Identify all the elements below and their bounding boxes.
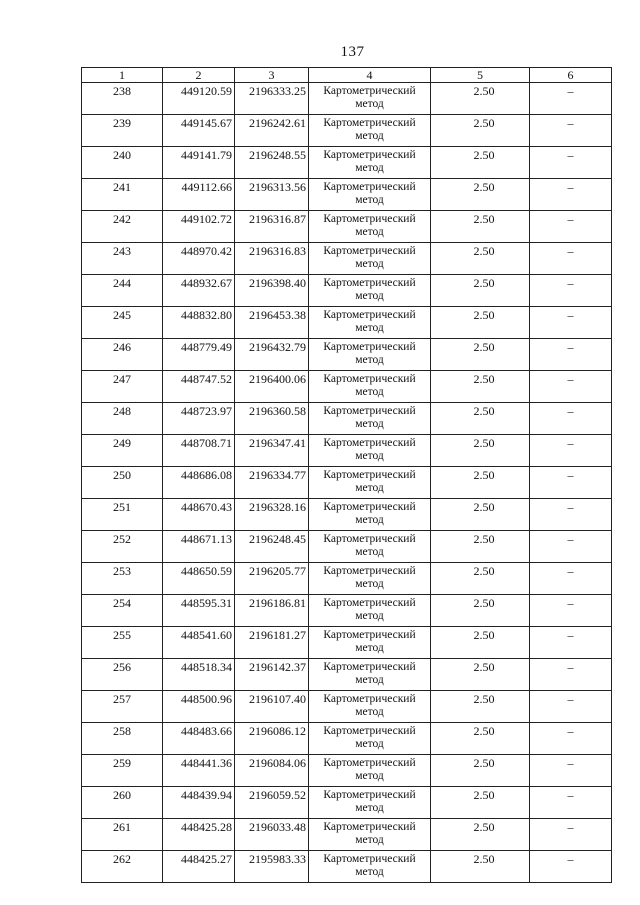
point-number-cell: 255 xyxy=(82,627,163,659)
table-row xyxy=(82,243,612,275)
note-cell: – xyxy=(530,691,612,723)
accuracy-cell: 2.50 xyxy=(431,627,530,659)
point-number-cell: 238 xyxy=(82,83,163,115)
x-coordinate-cell: 448595.31 xyxy=(163,595,235,627)
y-coordinate-cell: 2196347.41 xyxy=(235,435,309,467)
method-cell: Картометрический метод xyxy=(309,211,431,243)
table-body xyxy=(82,68,612,883)
table-row xyxy=(82,787,612,819)
point-number-cell: 241 xyxy=(82,179,163,211)
note-cell: – xyxy=(530,179,612,211)
table-row xyxy=(82,403,612,435)
method-cell: Картометрический метод xyxy=(309,563,431,595)
x-coordinate-cell: 448932.67 xyxy=(163,275,235,307)
method-cell: Картометрический метод xyxy=(309,819,431,851)
point-number-cell: 256 xyxy=(82,659,163,691)
y-coordinate-cell: 2196086.12 xyxy=(235,723,309,755)
point-number-cell: 244 xyxy=(82,275,163,307)
y-coordinate-cell: 2196186.81 xyxy=(235,595,309,627)
table-header-row xyxy=(82,68,612,83)
table-row xyxy=(82,179,612,211)
x-coordinate-cell: 448541.60 xyxy=(163,627,235,659)
table-row xyxy=(82,467,612,499)
column-header: 4 xyxy=(309,68,431,83)
y-coordinate-cell: 2196333.25 xyxy=(235,83,309,115)
method-cell: Картометрический метод xyxy=(309,659,431,691)
x-coordinate-cell: 449112.66 xyxy=(163,179,235,211)
x-coordinate-cell: 448779.49 xyxy=(163,339,235,371)
note-cell: – xyxy=(530,723,612,755)
method-cell: Картометрический метод xyxy=(309,403,431,435)
table-row xyxy=(82,819,612,851)
y-coordinate-cell: 2196084.06 xyxy=(235,755,309,787)
table-row xyxy=(82,755,612,787)
table-row xyxy=(82,147,612,179)
point-number-cell: 260 xyxy=(82,787,163,819)
x-coordinate-cell: 448832.80 xyxy=(163,307,235,339)
note-cell: – xyxy=(530,115,612,147)
x-coordinate-cell: 449141.79 xyxy=(163,147,235,179)
table-row xyxy=(82,691,612,723)
point-number-cell: 239 xyxy=(82,115,163,147)
method-cell: Картометрический метод xyxy=(309,595,431,627)
point-number-cell: 252 xyxy=(82,531,163,563)
y-coordinate-cell: 2196432.79 xyxy=(235,339,309,371)
x-coordinate-cell: 449145.67 xyxy=(163,115,235,147)
point-number-cell: 240 xyxy=(82,147,163,179)
coordinates-table xyxy=(81,67,612,883)
point-number-cell: 246 xyxy=(82,339,163,371)
table-row xyxy=(82,307,612,339)
x-coordinate-cell: 448425.28 xyxy=(163,819,235,851)
y-coordinate-cell: 2196242.61 xyxy=(235,115,309,147)
accuracy-cell: 2.50 xyxy=(431,243,530,275)
note-cell: – xyxy=(530,531,612,563)
x-coordinate-cell: 448518.34 xyxy=(163,659,235,691)
page-number: 137 xyxy=(340,44,365,60)
accuracy-cell: 2.50 xyxy=(431,467,530,499)
point-number-cell: 247 xyxy=(82,371,163,403)
accuracy-cell: 2.50 xyxy=(431,179,530,211)
note-cell: – xyxy=(530,339,612,371)
method-cell: Картометрический метод xyxy=(309,243,431,275)
y-coordinate-cell: 2196316.83 xyxy=(235,243,309,275)
accuracy-cell: 2.50 xyxy=(431,83,530,115)
note-cell: – xyxy=(530,435,612,467)
y-coordinate-cell: 2196313.56 xyxy=(235,179,309,211)
note-cell: – xyxy=(530,275,612,307)
y-coordinate-cell: 2196059.52 xyxy=(235,787,309,819)
method-cell: Картометрический метод xyxy=(309,115,431,147)
x-coordinate-cell: 448686.08 xyxy=(163,467,235,499)
y-coordinate-cell: 2196033.48 xyxy=(235,819,309,851)
table-row xyxy=(82,275,612,307)
x-coordinate-cell: 449102.72 xyxy=(163,211,235,243)
x-coordinate-cell: 448970.42 xyxy=(163,243,235,275)
method-cell: Картометрический метод xyxy=(309,83,431,115)
point-number-cell: 261 xyxy=(82,819,163,851)
note-cell: – xyxy=(530,819,612,851)
column-header: 5 xyxy=(431,68,530,83)
method-cell: Картометрический метод xyxy=(309,691,431,723)
method-cell: Картометрический метод xyxy=(309,851,431,883)
accuracy-cell: 2.50 xyxy=(431,723,530,755)
table-row xyxy=(82,723,612,755)
x-coordinate-cell: 448747.52 xyxy=(163,371,235,403)
y-coordinate-cell: 2196398.40 xyxy=(235,275,309,307)
point-number-cell: 257 xyxy=(82,691,163,723)
method-cell: Картометрический метод xyxy=(309,531,431,563)
accuracy-cell: 2.50 xyxy=(431,435,530,467)
accuracy-cell: 2.50 xyxy=(431,659,530,691)
y-coordinate-cell: 2196142.37 xyxy=(235,659,309,691)
table-row xyxy=(82,595,612,627)
note-cell: – xyxy=(530,563,612,595)
note-cell: – xyxy=(530,243,612,275)
point-number-cell: 250 xyxy=(82,467,163,499)
y-coordinate-cell: 2196248.55 xyxy=(235,147,309,179)
note-cell: – xyxy=(530,371,612,403)
table-row xyxy=(82,339,612,371)
accuracy-cell: 2.50 xyxy=(431,691,530,723)
point-number-cell: 258 xyxy=(82,723,163,755)
accuracy-cell: 2.50 xyxy=(431,499,530,531)
point-number-cell: 242 xyxy=(82,211,163,243)
accuracy-cell: 2.50 xyxy=(431,147,530,179)
note-cell: – xyxy=(530,755,612,787)
note-cell: – xyxy=(530,787,612,819)
x-coordinate-cell: 448441.36 xyxy=(163,755,235,787)
y-coordinate-cell: 2196453.38 xyxy=(235,307,309,339)
note-cell: – xyxy=(530,595,612,627)
table-row xyxy=(82,627,612,659)
accuracy-cell: 2.50 xyxy=(431,851,530,883)
y-coordinate-cell: 2196248.45 xyxy=(235,531,309,563)
method-cell: Картометрический метод xyxy=(309,275,431,307)
y-coordinate-cell: 2195983.33 xyxy=(235,851,309,883)
accuracy-cell: 2.50 xyxy=(431,787,530,819)
table-row xyxy=(82,435,612,467)
note-cell: – xyxy=(530,403,612,435)
y-coordinate-cell: 2196400.06 xyxy=(235,371,309,403)
x-coordinate-cell: 448670.43 xyxy=(163,499,235,531)
note-cell: – xyxy=(530,467,612,499)
point-number-cell: 249 xyxy=(82,435,163,467)
column-header: 6 xyxy=(530,68,612,83)
accuracy-cell: 2.50 xyxy=(431,307,530,339)
accuracy-cell: 2.50 xyxy=(431,275,530,307)
note-cell: – xyxy=(530,307,612,339)
accuracy-cell: 2.50 xyxy=(431,115,530,147)
point-number-cell: 245 xyxy=(82,307,163,339)
method-cell: Картометрический метод xyxy=(309,627,431,659)
note-cell: – xyxy=(530,659,612,691)
note-cell: – xyxy=(530,147,612,179)
x-coordinate-cell: 448671.13 xyxy=(163,531,235,563)
accuracy-cell: 2.50 xyxy=(431,531,530,563)
table-row xyxy=(82,115,612,147)
accuracy-cell: 2.50 xyxy=(431,211,530,243)
note-cell: – xyxy=(530,211,612,243)
point-number-cell: 248 xyxy=(82,403,163,435)
method-cell: Картометрический метод xyxy=(309,147,431,179)
column-header: 1 xyxy=(82,68,163,83)
x-coordinate-cell: 449120.59 xyxy=(163,83,235,115)
y-coordinate-cell: 2196107.40 xyxy=(235,691,309,723)
accuracy-cell: 2.50 xyxy=(431,371,530,403)
x-coordinate-cell: 448483.66 xyxy=(163,723,235,755)
y-coordinate-cell: 2196328.16 xyxy=(235,499,309,531)
method-cell: Картометрический метод xyxy=(309,371,431,403)
point-number-cell: 251 xyxy=(82,499,163,531)
table-row xyxy=(82,371,612,403)
accuracy-cell: 2.50 xyxy=(431,819,530,851)
point-number-cell: 262 xyxy=(82,851,163,883)
method-cell: Картометрический метод xyxy=(309,467,431,499)
method-cell: Картометрический метод xyxy=(309,307,431,339)
y-coordinate-cell: 2196360.58 xyxy=(235,403,309,435)
y-coordinate-cell: 2196205.77 xyxy=(235,563,309,595)
accuracy-cell: 2.50 xyxy=(431,595,530,627)
method-cell: Картометрический метод xyxy=(309,435,431,467)
x-coordinate-cell: 448708.71 xyxy=(163,435,235,467)
accuracy-cell: 2.50 xyxy=(431,563,530,595)
method-cell: Картометрический метод xyxy=(309,755,431,787)
note-cell: – xyxy=(530,499,612,531)
column-header: 3 xyxy=(235,68,309,83)
table-row xyxy=(82,499,612,531)
table-row xyxy=(82,659,612,691)
table-row xyxy=(82,83,612,115)
table-row xyxy=(82,563,612,595)
x-coordinate-cell: 448723.97 xyxy=(163,403,235,435)
x-coordinate-cell: 448439.94 xyxy=(163,787,235,819)
method-cell: Картометрический метод xyxy=(309,787,431,819)
point-number-cell: 259 xyxy=(82,755,163,787)
method-cell: Картометрический метод xyxy=(309,339,431,371)
method-cell: Картометрический метод xyxy=(309,179,431,211)
table-row xyxy=(82,851,612,883)
note-cell: – xyxy=(530,627,612,659)
accuracy-cell: 2.50 xyxy=(431,755,530,787)
note-cell: – xyxy=(530,851,612,883)
note-cell: – xyxy=(530,83,612,115)
table-row xyxy=(82,211,612,243)
method-cell: Картометрический метод xyxy=(309,499,431,531)
accuracy-cell: 2.50 xyxy=(431,339,530,371)
point-number-cell: 254 xyxy=(82,595,163,627)
table-row xyxy=(82,531,612,563)
point-number-cell: 253 xyxy=(82,563,163,595)
x-coordinate-cell: 448650.59 xyxy=(163,563,235,595)
method-cell: Картометрический метод xyxy=(309,723,431,755)
x-coordinate-cell: 448425.27 xyxy=(163,851,235,883)
x-coordinate-cell: 448500.96 xyxy=(163,691,235,723)
y-coordinate-cell: 2196181.27 xyxy=(235,627,309,659)
column-header: 2 xyxy=(163,68,235,83)
y-coordinate-cell: 2196334.77 xyxy=(235,467,309,499)
accuracy-cell: 2.50 xyxy=(431,403,530,435)
y-coordinate-cell: 2196316.87 xyxy=(235,211,309,243)
point-number-cell: 243 xyxy=(82,243,163,275)
